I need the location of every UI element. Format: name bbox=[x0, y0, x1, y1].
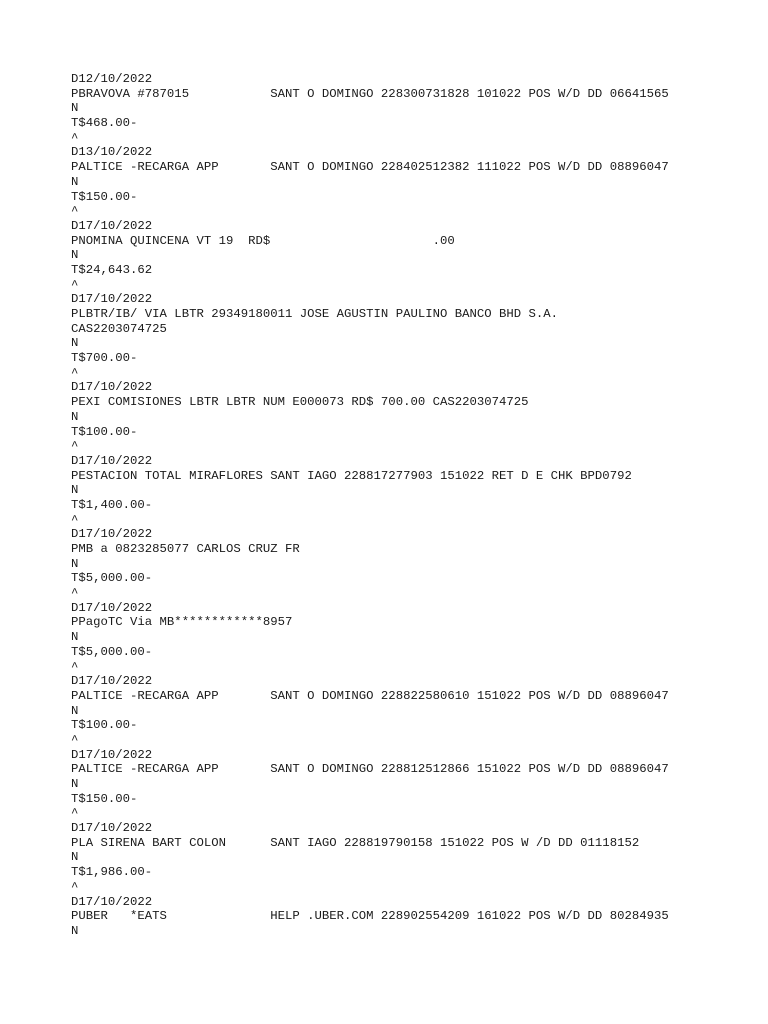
transaction-description: PNOMINA QUINCENA VT 19 RD$ .00 bbox=[71, 233, 455, 248]
transaction-date: D12/10/2022 bbox=[71, 72, 153, 86]
transaction-amount: T$100.00- bbox=[71, 424, 138, 439]
entry-separator: ^ bbox=[71, 879, 79, 894]
transaction-amount: T$1,400.00- bbox=[71, 497, 153, 512]
transaction-amount: T$24,643.62 bbox=[71, 262, 153, 277]
transaction-description: PEXI COMISIONES LBTR LBTR NUM E000073 RD$ 700.00 CAS2203074725 bbox=[71, 395, 529, 410]
transaction-amount: T$100.00- bbox=[71, 718, 138, 733]
transaction-flag: N bbox=[71, 777, 79, 791]
transaction-flag: N bbox=[71, 630, 79, 645]
transaction-description: PMB a 0823285077 CARLOS CRUZ FR bbox=[71, 542, 300, 556]
entry-separator: ^ bbox=[71, 586, 79, 601]
transaction-flag: N bbox=[71, 483, 79, 498]
transaction-entry bbox=[71, 454, 669, 527]
transaction-flag: N bbox=[71, 101, 79, 116]
transaction-date: D17/10/2022 bbox=[71, 453, 153, 468]
transaction-date: D17/10/2022 bbox=[71, 600, 153, 615]
transaction-flag: N bbox=[71, 703, 79, 718]
transaction-date: D17/10/2022 bbox=[71, 218, 153, 233]
transaction-description: PUBER *EATS HELP .UBER.COM 228902554209 161022 POS W/D DD 80284935 bbox=[71, 909, 669, 924]
transaction-entry bbox=[71, 601, 669, 674]
transaction-flag: N bbox=[71, 556, 79, 571]
transaction-amount: T$5,000.00- bbox=[71, 571, 153, 586]
transaction-description: PALTICE -RECARGA APP SANT O DOMINGO 228822580610 151022 POS W/D DD 08896047 bbox=[71, 688, 669, 703]
transaction-description: PBRAVOVA #787015 SANT O DOMINGO 228300731828 101022 POS W/D DD 06641565 bbox=[71, 86, 669, 101]
transaction-description: PLA SIRENA BART COLON SANT IAGO 228819790158 151022 POS W /D DD 01118152 bbox=[71, 835, 640, 850]
entry-separator: ^ bbox=[71, 512, 79, 527]
entry-separator: ^ bbox=[71, 130, 79, 145]
transaction-description: PPagoTC Via MB************8957 bbox=[71, 615, 293, 630]
transaction-date: D13/10/2022 bbox=[71, 145, 153, 160]
transaction-description: CAS2203074725 bbox=[71, 321, 167, 336]
transaction-entry bbox=[71, 219, 669, 292]
transaction-description: PALTICE -RECARGA APP SANT O DOMINGO 228812512866 151022 POS W/D DD 08896047 bbox=[71, 762, 669, 777]
transaction-flag: N bbox=[71, 174, 79, 189]
transaction-entry bbox=[71, 292, 669, 380]
entry-separator: ^ bbox=[71, 439, 79, 454]
transaction-flag: N bbox=[71, 923, 79, 938]
transaction-entry bbox=[71, 674, 669, 747]
transaction-entry bbox=[71, 895, 669, 939]
transaction-flag: N bbox=[71, 248, 79, 263]
entry-separator: ^ bbox=[71, 277, 79, 292]
entry-separator: ^ bbox=[71, 659, 79, 674]
transaction-flag: N bbox=[71, 850, 79, 865]
transaction-date: D17/10/2022 bbox=[71, 527, 153, 542]
transaction-date: D17/10/2022 bbox=[71, 380, 153, 395]
entry-separator: ^ bbox=[71, 732, 79, 747]
transaction-entry bbox=[71, 748, 669, 821]
transaction-amount: T$700.00- bbox=[71, 351, 138, 366]
transaction-amount: T$468.00- bbox=[71, 116, 138, 131]
transaction-amount: T$150.00- bbox=[71, 189, 138, 204]
transaction-flag: N bbox=[71, 409, 79, 424]
transaction-date: D17/10/2022 bbox=[71, 674, 153, 689]
transaction-entry bbox=[71, 72, 669, 145]
transaction-date: D17/10/2022 bbox=[71, 821, 153, 836]
transaction-flag: N bbox=[71, 336, 79, 351]
transaction-date: D17/10/2022 bbox=[71, 894, 153, 909]
transaction-description: PLBTR/IB/ VIA LBTR 29349180011 JOSE AGUSTIN PAULINO BANCO BHD S.A. bbox=[71, 307, 559, 321]
entry-separator: ^ bbox=[71, 806, 79, 821]
entry-separator: ^ bbox=[71, 204, 79, 219]
transaction-description: PALTICE -RECARGA APP SANT O DOMINGO 228402512382 111022 POS W/D DD 08896047 bbox=[71, 160, 669, 175]
transaction-amount: T$150.00- bbox=[71, 791, 138, 806]
transaction-date: D17/10/2022 bbox=[71, 747, 153, 762]
transaction-entry bbox=[71, 527, 669, 600]
transaction-entry bbox=[71, 380, 669, 453]
transaction-amount: T$1,986.00- bbox=[71, 865, 153, 880]
transaction-description: PESTACION TOTAL MIRAFLORES SANT IAGO 228817277903 151022 RET D E CHK BPD0792 bbox=[71, 468, 632, 483]
entry-separator: ^ bbox=[71, 365, 79, 380]
transaction-entry bbox=[71, 821, 669, 894]
transaction-entry bbox=[71, 145, 669, 218]
transaction-amount: T$5,000.00- bbox=[71, 644, 153, 659]
transaction-date: D17/10/2022 bbox=[71, 292, 153, 307]
statement-text bbox=[71, 72, 669, 939]
